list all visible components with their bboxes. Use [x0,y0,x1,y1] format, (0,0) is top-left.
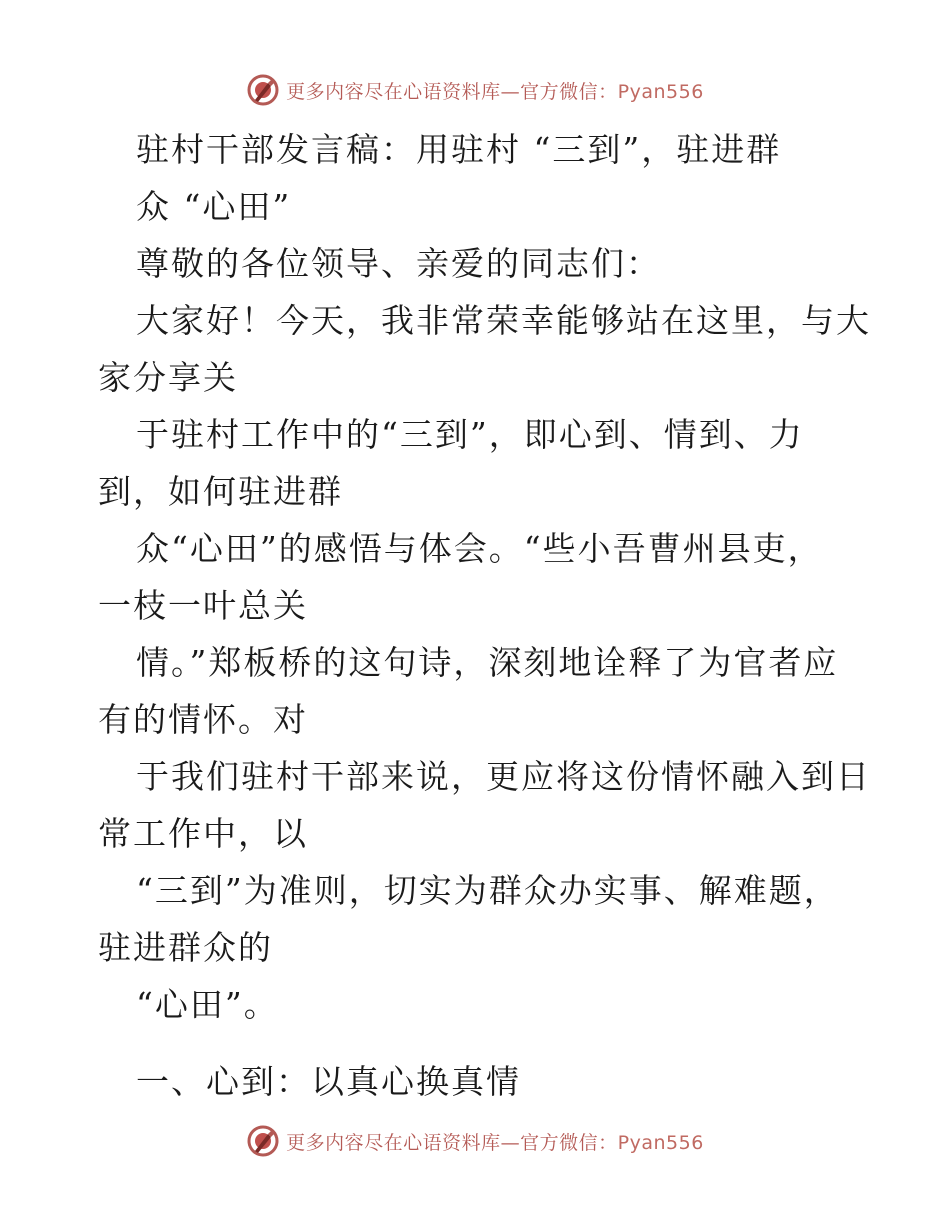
doc-paragraph-line: 于驻村工作中的“三到”，即心到、情到、力 [136,415,804,454]
doc-paragraph-line: “三到”为准则，切实为群众办实事、解难题， [136,871,839,910]
doc-paragraph-line: “心田”。 [136,985,279,1024]
doc-paragraph-line: 情。”郑板桥的这句诗，深刻地诠释了为官者应 [136,643,839,682]
doc-salutation: 尊敬的各位领导、亲爱的同志们： [136,244,661,283]
doc-title-line-1: 驻村干部发言稿：用驻村 “三到”，驻进群 [136,130,782,169]
watermark-handle: Pyan556 [617,80,704,103]
doc-paragraph-line: 家分享关 [98,358,238,397]
pen-seal-logo-icon [246,1124,280,1158]
watermark-footer [0,1121,950,1161]
doc-paragraph-line: 一枝一叶总关 [98,586,308,625]
doc-paragraph-line: 到，如何驻进群 [98,472,343,511]
doc-paragraph-line: 驻进群众的 [98,928,273,967]
doc-paragraph-line: 于我们驻村干部来说，更应将这份情怀融入到日 [136,757,871,796]
doc-section-heading: 一、心到：以真心换真情 [136,1062,521,1101]
doc-paragraph-line: 大家好！今天，我非常荣幸能够站在这里，与大 [136,301,871,340]
doc-paragraph-line: 常工作中，以 [98,814,308,853]
watermark-handle: Pyan556 [617,1131,704,1154]
watermark-header [0,70,950,110]
watermark-text: 更多内容尽在心语资料库—官方微信：Pyan556 [286,1131,704,1154]
watermark-text: 更多内容尽在心语资料库—官方微信：Pyan556 [286,80,704,103]
doc-paragraph-line: 有的情怀。对 [98,700,308,739]
doc-paragraph-line: 众“心田”的感悟与体会。“些小吾曹州县吏， [136,529,823,568]
pen-seal-logo-icon [246,73,280,107]
doc-title-line-2: 众 “心田” [136,187,292,226]
